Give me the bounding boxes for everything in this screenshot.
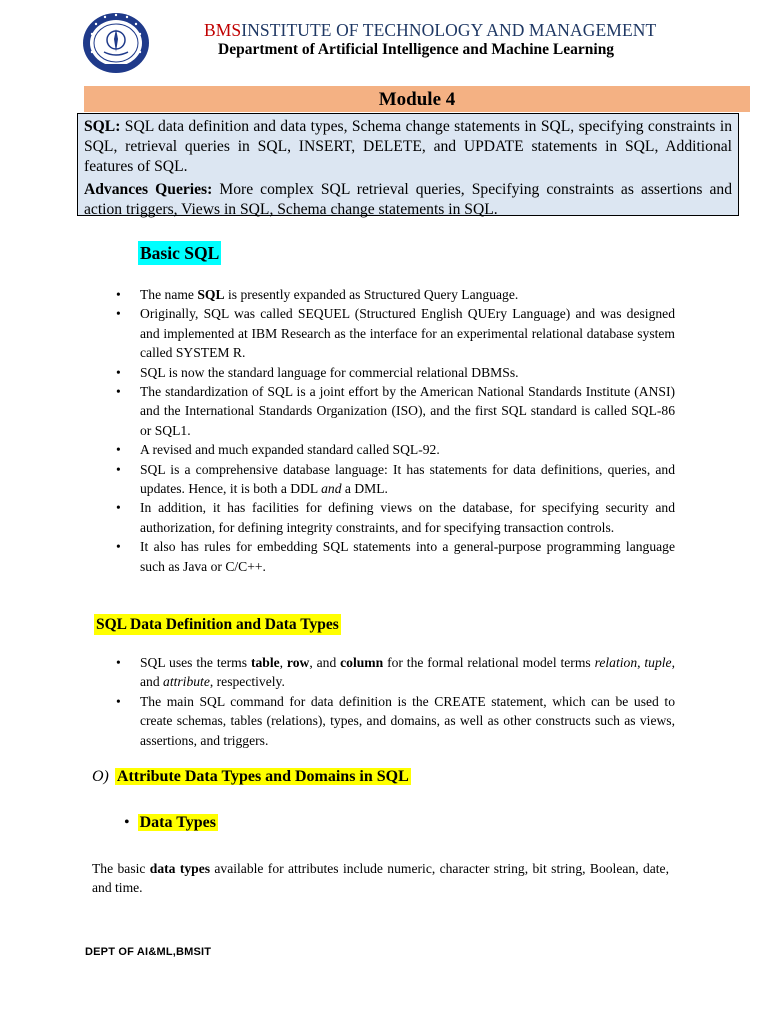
basic-sql-list [116,285,675,576]
sql-data-definition-heading: SQL Data Definition and Data Types [96,616,339,633]
list-item: • The standardization of SQL is a joint effort by the American National Standards Institute (ANSI) and the International Standards Organization (ISO), and the first SQL standard is called SQL-86 or SQL1. [116,382,675,440]
list-item: • SQL is now the standard language for commercial relational DBMSs. [116,363,675,382]
advanced-queries-text: More complex SQL retrieval queries, Specifying constraints as assertions and action triggers, Views in SQL, Schema change statements in SQL. [84,181,732,218]
sql-data-definition-list [116,653,675,750]
sql-summary-text: SQL data definition and data types, Schema change statements in SQL, specifying constraints in SQL, retrieval queries in SQL, INSERT, DELETE, and UPDATE statements in SQL, Additional features of SQL. [84,118,732,175]
institute-name [204,20,656,41]
advanced-queries-summary [84,180,732,220]
list-item: • SQL is a comprehensive database language: It has statements for data definitions, queries, and updates. Hence, it is both a DDL and a DML. [116,460,675,499]
list-item: • It also has rules for embedding SQL statements into a general-purpose programming language such as Java or C/C++. [116,537,675,576]
attribute-types-heading-row [92,768,411,786]
list-item: • Originally, SQL was called SEQUEL (Structured English QUEry Language) and was designed and implemented at IBM Research as the interface for an experimental relational database system called SYSTEM R. [116,304,675,362]
institute-prefix: BMS [204,20,242,40]
data-types-heading: Data Types [139,814,216,831]
basic-sql-heading: Basic SQL [140,243,220,263]
list-item: • A revised and much expanded standard called SQL-92. [116,440,675,459]
sql-label: SQL: [84,118,121,135]
bullet: • [124,814,130,831]
data-types-heading-row [124,814,218,832]
list-item: • In addition, it has facilities for defining views on the database, for specifying security and authorization, for defining integrity constraints, and for specifying transaction controls. [116,498,675,537]
list-item: • The main SQL command for data definition is the CREATE statement, which can be used to create schemas, tables (relations), types, and domains, as well as other constructs such as views, assertions, and triggers. [116,692,675,750]
data-types-paragraph: The basic data types available for attributes include numeric, character string, bit string, Boolean, date, and time. [92,861,669,896]
list-item: • The name SQL is presently expanded as Structured Query Language. [116,285,675,304]
attribute-types-heading: Attribute Data Types and Domains in SQL [116,768,409,785]
department-name: Department of Artificial Intelligence and Machine Learning [218,41,615,58]
sql-summary [84,117,732,177]
page-footer: DEPT OF AI&ML,BMSIT [85,946,212,958]
module-title: Module 4 [84,86,750,112]
section-number: O) [92,768,109,785]
institute-name-rest: INSTITUTE OF TECHNOLOGY AND MANAGEMENT [241,20,657,40]
advanced-queries-label: Advances Queries: [84,181,213,198]
bmsit-emblem-logo [82,12,150,74]
module-summary-box [77,113,739,216]
list-item: • SQL uses the terms table, row, and column for the formal relational model terms relation, tuple, and attribute, respectively. [116,653,675,692]
